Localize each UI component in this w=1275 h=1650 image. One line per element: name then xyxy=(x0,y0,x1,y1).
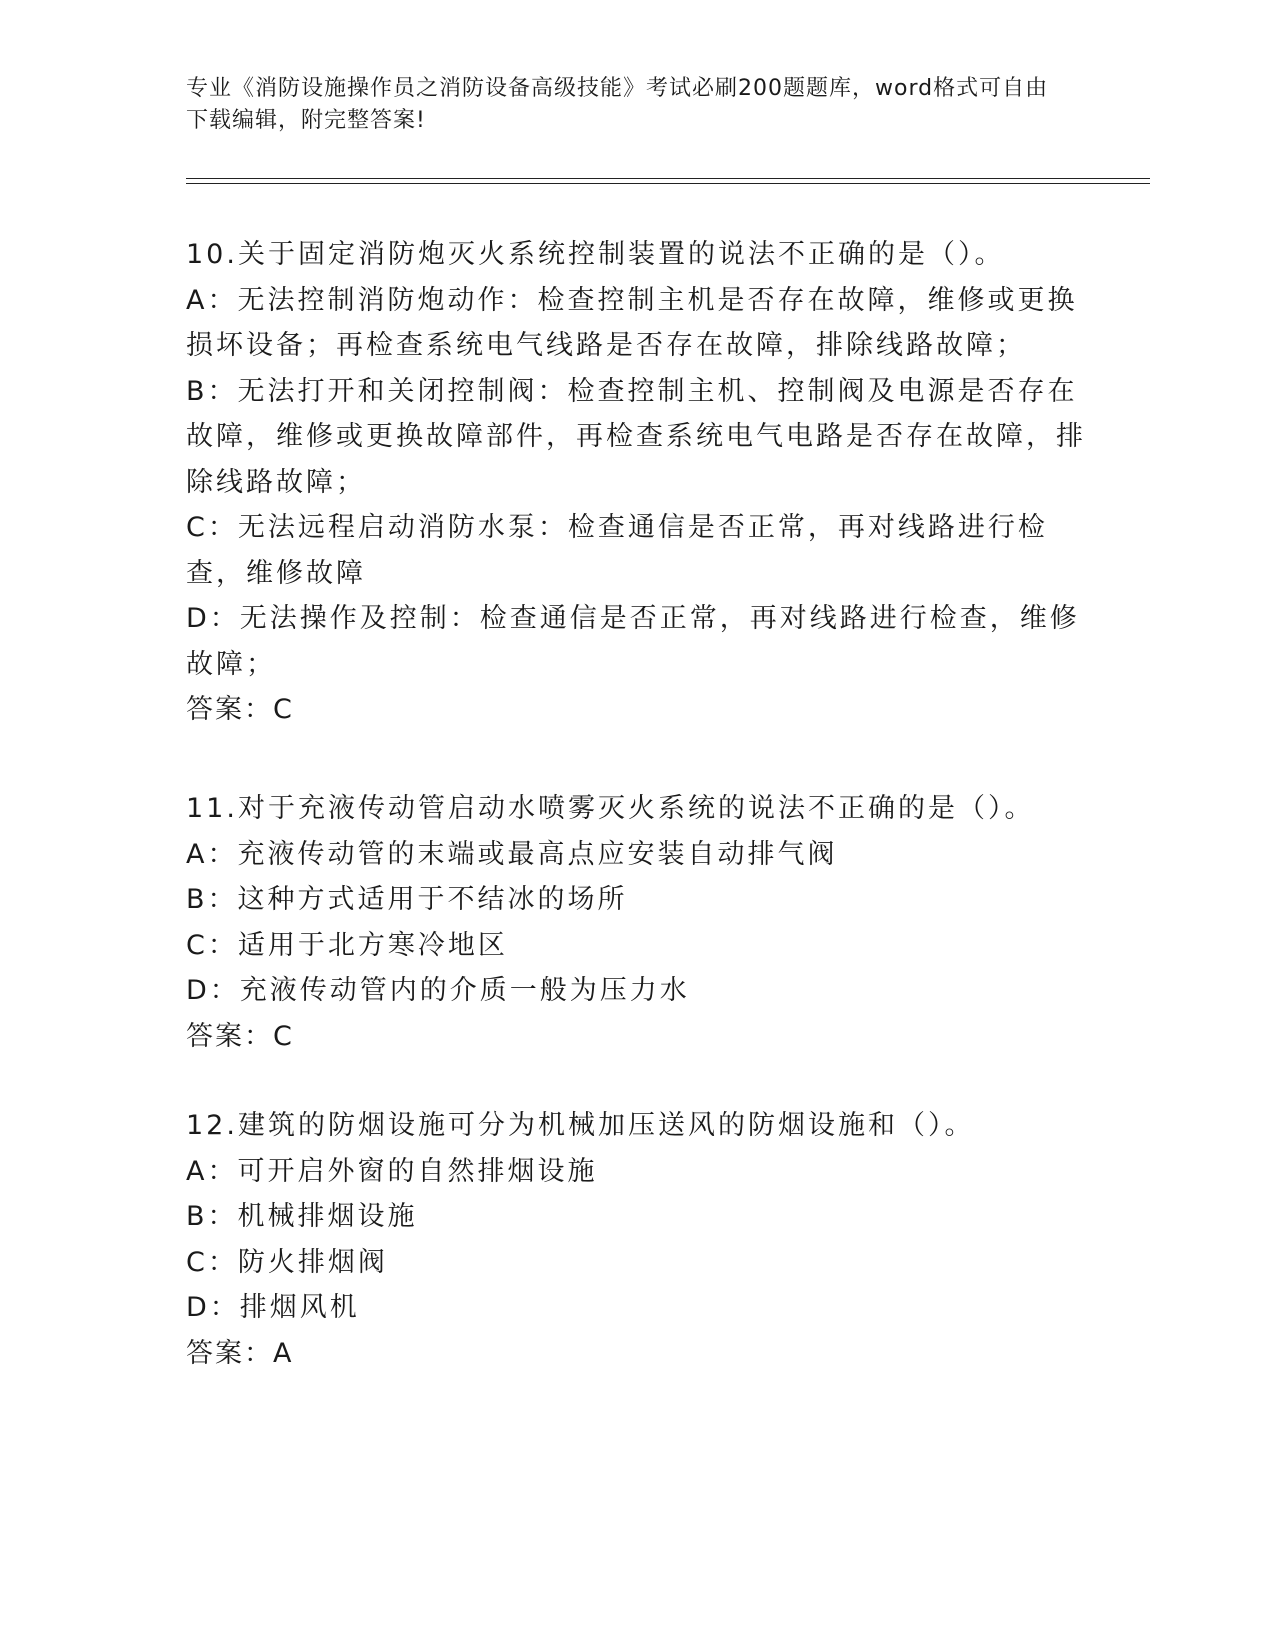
option-c: C：适用于北方寒冷地区 xyxy=(186,929,508,961)
question-stem: 11.对于充液传动管启动水喷雾灭火系统的说法不正确的是（）。 xyxy=(186,793,1035,824)
option-d: D：充液传动管内的介质一般为压力水 xyxy=(186,975,690,1006)
option-b: B：无法打开和关闭控制阀：检查控制主机、控制阀及电源是否存在故障，维修或更换故障部件，再检查系统电气电路是否存在故障，排除线路故障； xyxy=(186,375,1086,498)
option-a: A：可开启外窗的自然排烟设施 xyxy=(186,1155,598,1187)
document-header: 专业《消防设施操作员之消防设备高级技能》考试必刷200题题库，word格式可自由下载编辑，附完整答案! xyxy=(186,76,1049,133)
option-c: C：防火排烟阀 xyxy=(186,1246,388,1278)
header-divider-bottom xyxy=(186,183,1150,184)
option-a: A：无法控制消防炮动作：检查控制主机是否存在故障，维修或更换损坏设备；再检查系统电气线路是否存在故障，排除线路故障； xyxy=(186,284,1078,361)
option-a: A：充液传动管的末端或最高点应安装自动排气阀 xyxy=(186,838,838,870)
question-12 xyxy=(186,1103,1086,1376)
option-b: B：机械排烟设施 xyxy=(186,1201,418,1232)
question-11 xyxy=(186,786,1086,1059)
question-10 xyxy=(186,232,1086,733)
option-c: C：无法远程启动消防水泵：检查通信是否正常，再对线路进行检查，维修故障 xyxy=(186,512,1048,589)
question-stem: 12.建筑的防烟设施可分为机械加压送风的防烟设施和（）。 xyxy=(186,1110,975,1141)
question-stem: 10.关于固定消防炮灭火系统控制装置的说法不正确的是（）。 xyxy=(186,239,1005,270)
option-d: D：排烟风机 xyxy=(186,1292,360,1323)
answer: 答案：C xyxy=(186,1020,294,1052)
option-b: B：这种方式适用于不结冰的场所 xyxy=(186,884,628,915)
answer: 答案：C xyxy=(186,694,294,725)
option-d: D：无法操作及控制：检查通信是否正常，再对线路进行检查，维修故障； xyxy=(186,603,1080,680)
answer: 答案：A xyxy=(186,1337,294,1369)
header-divider-top xyxy=(186,178,1150,179)
